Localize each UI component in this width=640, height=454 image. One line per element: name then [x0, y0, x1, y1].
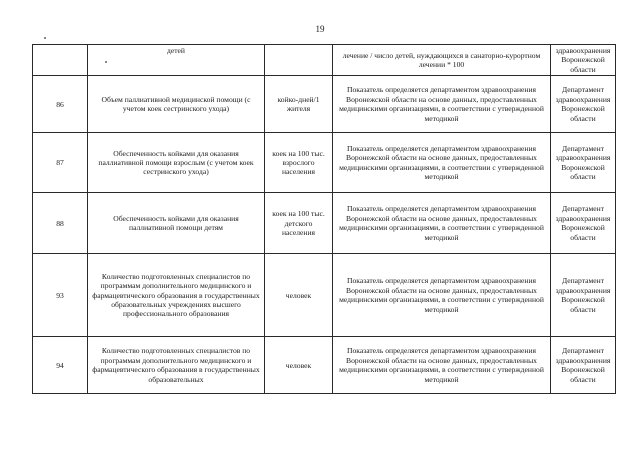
responsible-cell: здравоохранения Воронежской области: [551, 45, 616, 76]
responsible-cell: Департамент здравоохранения Воронежской области: [551, 337, 616, 394]
indicator-name-cell: Объем паллиативной медицинской помощи (с учетом коек сестринского ухода): [88, 76, 265, 133]
table-row: [33, 76, 616, 133]
method-cell: Показатель определяется департаментом здравоохранения Воронежской области на основе данных, предоставленных медицинскими организациями, в соответствии с утвержденной методикой: [333, 76, 551, 133]
indicator-name-cell: Обеспеченность койками для оказания паллиативной помощи детям: [88, 193, 265, 254]
unit-cell: человек: [265, 337, 333, 394]
row-number-cell: 93: [33, 254, 88, 337]
responsible-cell: Департамент здравоохранения Воронежской области: [551, 76, 616, 133]
table-row: [33, 133, 616, 193]
row-number-cell: 86: [33, 76, 88, 133]
responsible-cell: Департамент здравоохранения Воронежской области: [551, 254, 616, 337]
table-row: [33, 193, 616, 254]
method-cell: лечение / число детей, нуждающихся в санаторно-курортном лечении * 100: [333, 45, 551, 76]
table-row: [33, 254, 616, 337]
table-row: [33, 337, 616, 394]
indicator-name-cell: Количество подготовленных специалистов по программам дополнительного медицинского и фармацевтического образования в государственных образовательных: [88, 337, 265, 394]
scan-speck: [105, 61, 107, 63]
row-number-cell: 94: [33, 337, 88, 394]
table-row: [33, 45, 616, 76]
method-cell: Показатель определяется департаментом здравоохранения Воронежской области на основе данных, предоставленных медицинскими организациями, в соответствии с утвержденной методикой: [333, 337, 551, 394]
row-number-cell: 88: [33, 193, 88, 254]
row-number-cell: [33, 45, 88, 76]
unit-cell: [265, 45, 333, 76]
unit-cell: коек на 100 тыс. взрослого населения: [265, 133, 333, 193]
responsible-cell: Департамент здравоохранения Воронежской области: [551, 133, 616, 193]
indicator-name-cell: Обеспеченность койками для оказания паллиативной помощи взрослым (с учетом коек сестринского ухода): [88, 133, 265, 193]
row-number-cell: 87: [33, 133, 88, 193]
method-cell: Показатель определяется департаментом здравоохранения Воронежской области на основе данных, предоставленных медицинскими организациями, в соответствии с утвержденной методикой: [333, 193, 551, 254]
responsible-cell: Департамент здравоохранения Воронежской области: [551, 193, 616, 254]
method-cell: Показатель определяется департаментом здравоохранения Воронежской области на основе данных, предоставленных медицинскими организациями, в соответствии с утвержденной методикой: [333, 133, 551, 193]
unit-cell: койко-дней/1 жителя: [265, 76, 333, 133]
scan-speck: [44, 37, 46, 39]
unit-cell: человек: [265, 254, 333, 337]
unit-cell: коек на 100 тыс. детского населения: [265, 193, 333, 254]
indicator-name-cell: детей: [88, 45, 265, 76]
indicators-table: [32, 44, 616, 394]
method-cell: Показатель определяется департаментом здравоохранения Воронежской области на основе данных, предоставленных медицинскими организациями, в соответствии с утвержденной методикой: [333, 254, 551, 337]
page-number: 19: [315, 24, 325, 34]
indicator-name-cell: Количество подготовленных специалистов по программам дополнительного медицинского и фармацевтического образования в государственных образовательных учреждениях высшего профессионального образования: [88, 254, 265, 337]
